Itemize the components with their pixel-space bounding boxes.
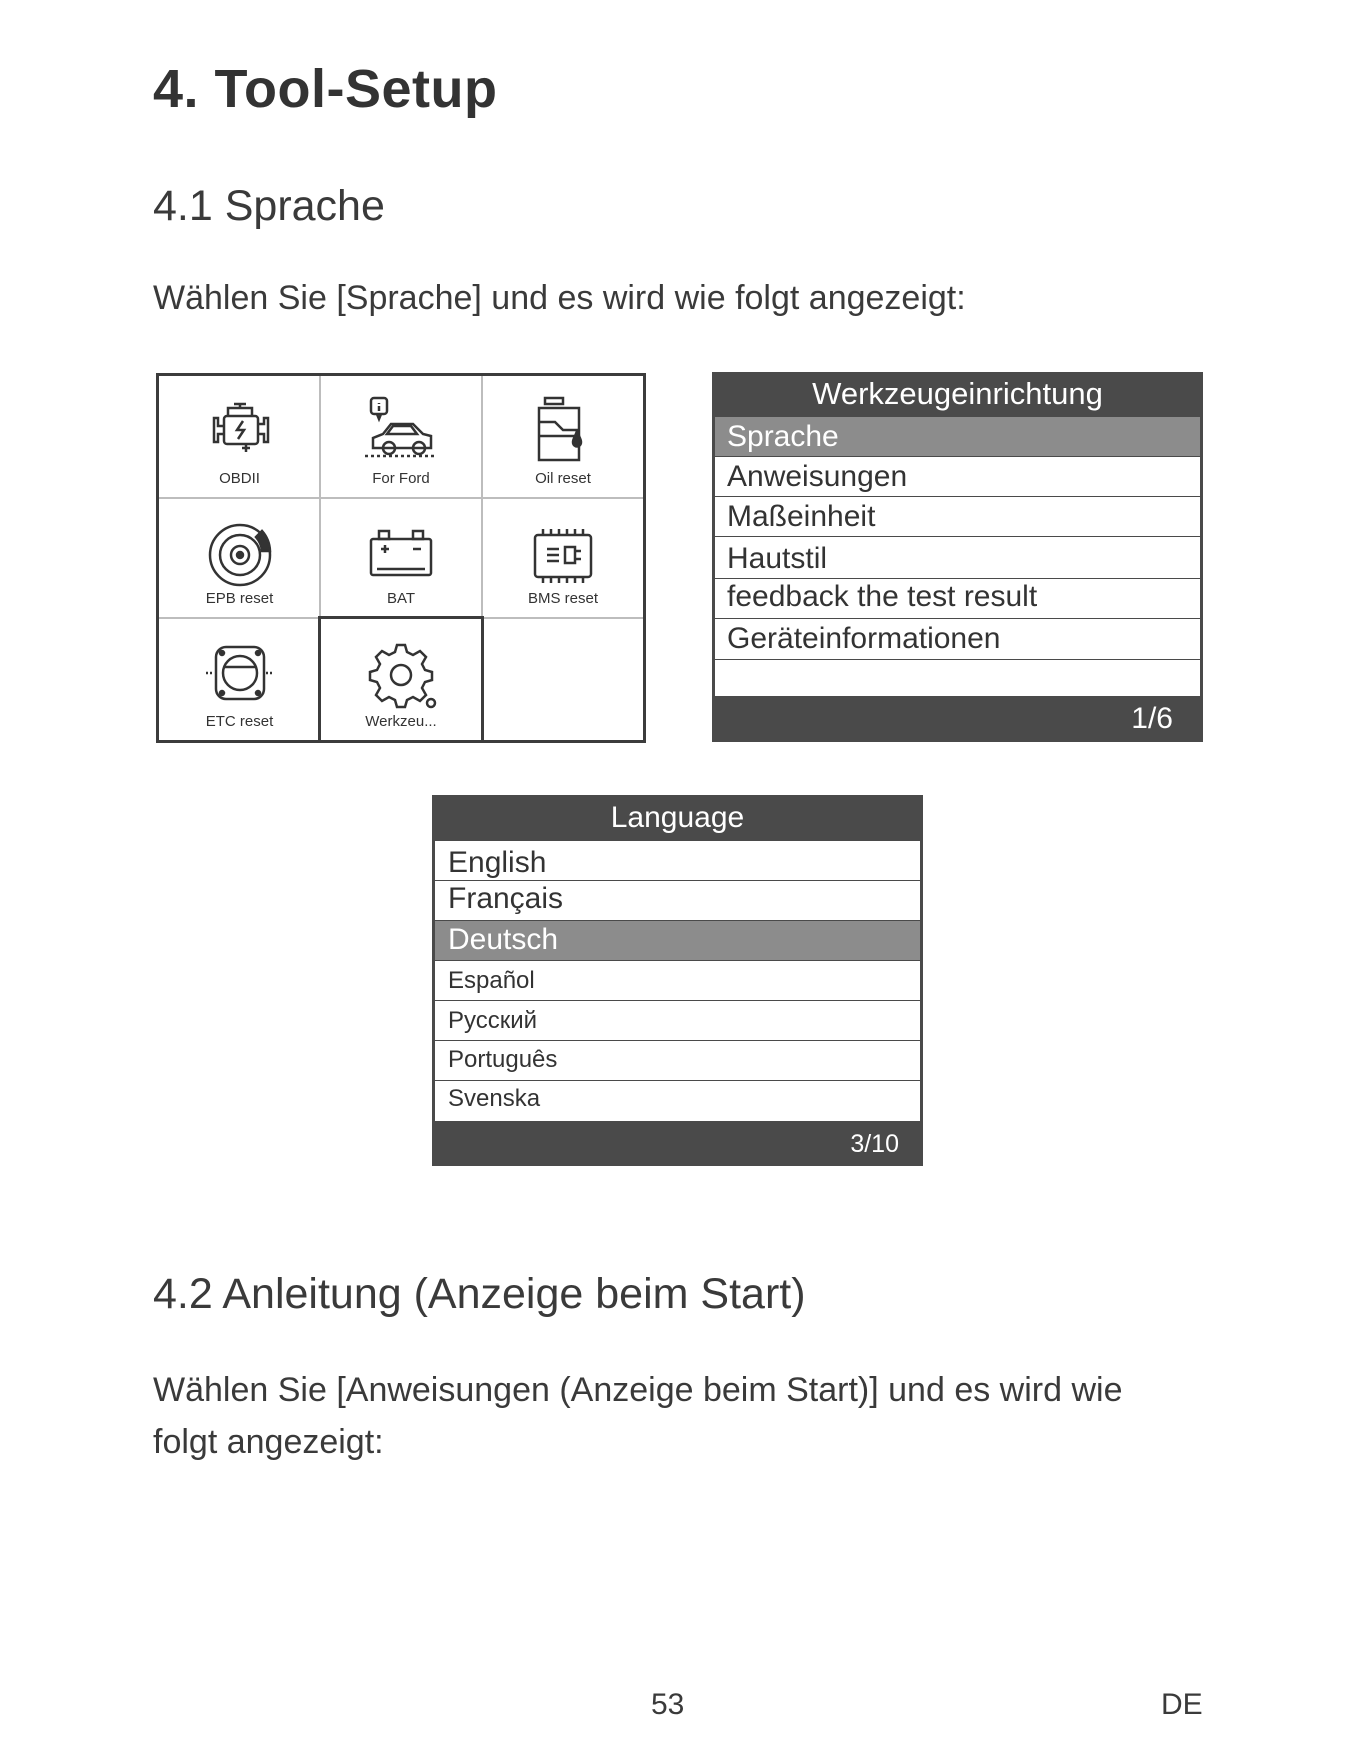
main-menu-grid bbox=[156, 373, 646, 743]
menu-label-oil-reset: Oil reset bbox=[535, 470, 591, 487]
page-heading: 4. Tool-Setup bbox=[153, 59, 498, 119]
page-number: 53 bbox=[651, 1688, 685, 1721]
setup-option-sprache[interactable]: Sprache bbox=[715, 417, 1200, 457]
throttle-icon bbox=[200, 633, 280, 713]
menu-item-oil-reset[interactable] bbox=[483, 376, 643, 497]
language-code: DE bbox=[1161, 1688, 1203, 1721]
menu-label-obdii: OBDII bbox=[219, 470, 260, 487]
setup-option-geraeteinformationen[interactable]: Geräteinformationen bbox=[715, 619, 1200, 660]
language-option-russian[interactable]: Русский bbox=[435, 1001, 920, 1041]
language-title: Language bbox=[610, 801, 745, 834]
menu-item-epb-reset[interactable] bbox=[159, 499, 320, 617]
engine-icon bbox=[200, 390, 280, 470]
section-1-intro: Wählen Sie [Sprache] und es wird wie folgt angezeigt: bbox=[153, 279, 966, 317]
tool-setup-title: Werkzeugeinrichtung bbox=[812, 376, 1103, 411]
menu-label-etc-reset: ETC reset bbox=[205, 713, 274, 730]
menu-label-bat: BAT bbox=[386, 590, 416, 607]
language-screen bbox=[432, 795, 923, 1166]
language-option-svenska[interactable]: Svenska bbox=[448, 1085, 541, 1112]
tool-setup-page-indicator: 1/6 bbox=[1131, 702, 1173, 735]
tool-setup-list bbox=[715, 417, 1200, 696]
section-2-title: 4.2 Anleitung (Anzeige beim Start) bbox=[153, 1270, 806, 1318]
setup-option-anweisungen[interactable]: Anweisungen bbox=[715, 457, 1200, 497]
menu-item-etc-reset[interactable] bbox=[159, 619, 320, 740]
language-option-espanol[interactable]: Español bbox=[435, 961, 920, 1001]
menu-label-epb-reset: EPB reset bbox=[205, 590, 274, 607]
menu-item-for-ford[interactable] bbox=[321, 376, 481, 497]
setup-option-feedback[interactable]: feedback the test result bbox=[715, 579, 1200, 619]
setup-option-masseinheit[interactable]: Maßeinheit bbox=[715, 497, 1200, 537]
language-option-deutsch[interactable]: Deutsch bbox=[435, 921, 920, 961]
language-option-francais[interactable]: Français bbox=[435, 881, 920, 921]
menu-item-bat[interactable] bbox=[321, 499, 481, 617]
section-2-intro-line-1: Wählen Sie [Anweisungen (Anzeige beim Start)] und es wird wie bbox=[153, 1371, 1123, 1409]
battery-icon bbox=[361, 513, 441, 593]
language-option-portugues[interactable]: Português bbox=[435, 1041, 920, 1081]
menu-label-for-ford: For Ford bbox=[372, 470, 430, 487]
tool-setup-screen bbox=[712, 372, 1203, 742]
language-page-indicator: 3/10 bbox=[850, 1130, 899, 1158]
menu-item-bms-reset[interactable] bbox=[483, 499, 643, 617]
brake-disc-icon bbox=[200, 513, 280, 593]
menu-label-werkzeug: Werkzeu... bbox=[365, 713, 437, 730]
language-option-english[interactable]: English bbox=[435, 841, 920, 881]
section-1-title: 4.1 Sprache bbox=[153, 182, 385, 230]
car-info-icon bbox=[361, 390, 441, 470]
menu-selection-highlight bbox=[318, 616, 484, 743]
menu-empty-cell bbox=[483, 619, 643, 740]
bms-chip-icon bbox=[523, 513, 603, 593]
menu-item-obdii[interactable] bbox=[159, 376, 320, 497]
setup-option-empty bbox=[715, 660, 1200, 696]
oil-can-icon bbox=[523, 390, 603, 470]
section-2-intro-line-2: folgt angezeigt: bbox=[153, 1423, 384, 1461]
language-list bbox=[435, 841, 920, 1121]
setup-option-hautstil[interactable]: Hautstil bbox=[715, 537, 1200, 579]
menu-label-bms-reset: BMS reset bbox=[527, 590, 599, 607]
